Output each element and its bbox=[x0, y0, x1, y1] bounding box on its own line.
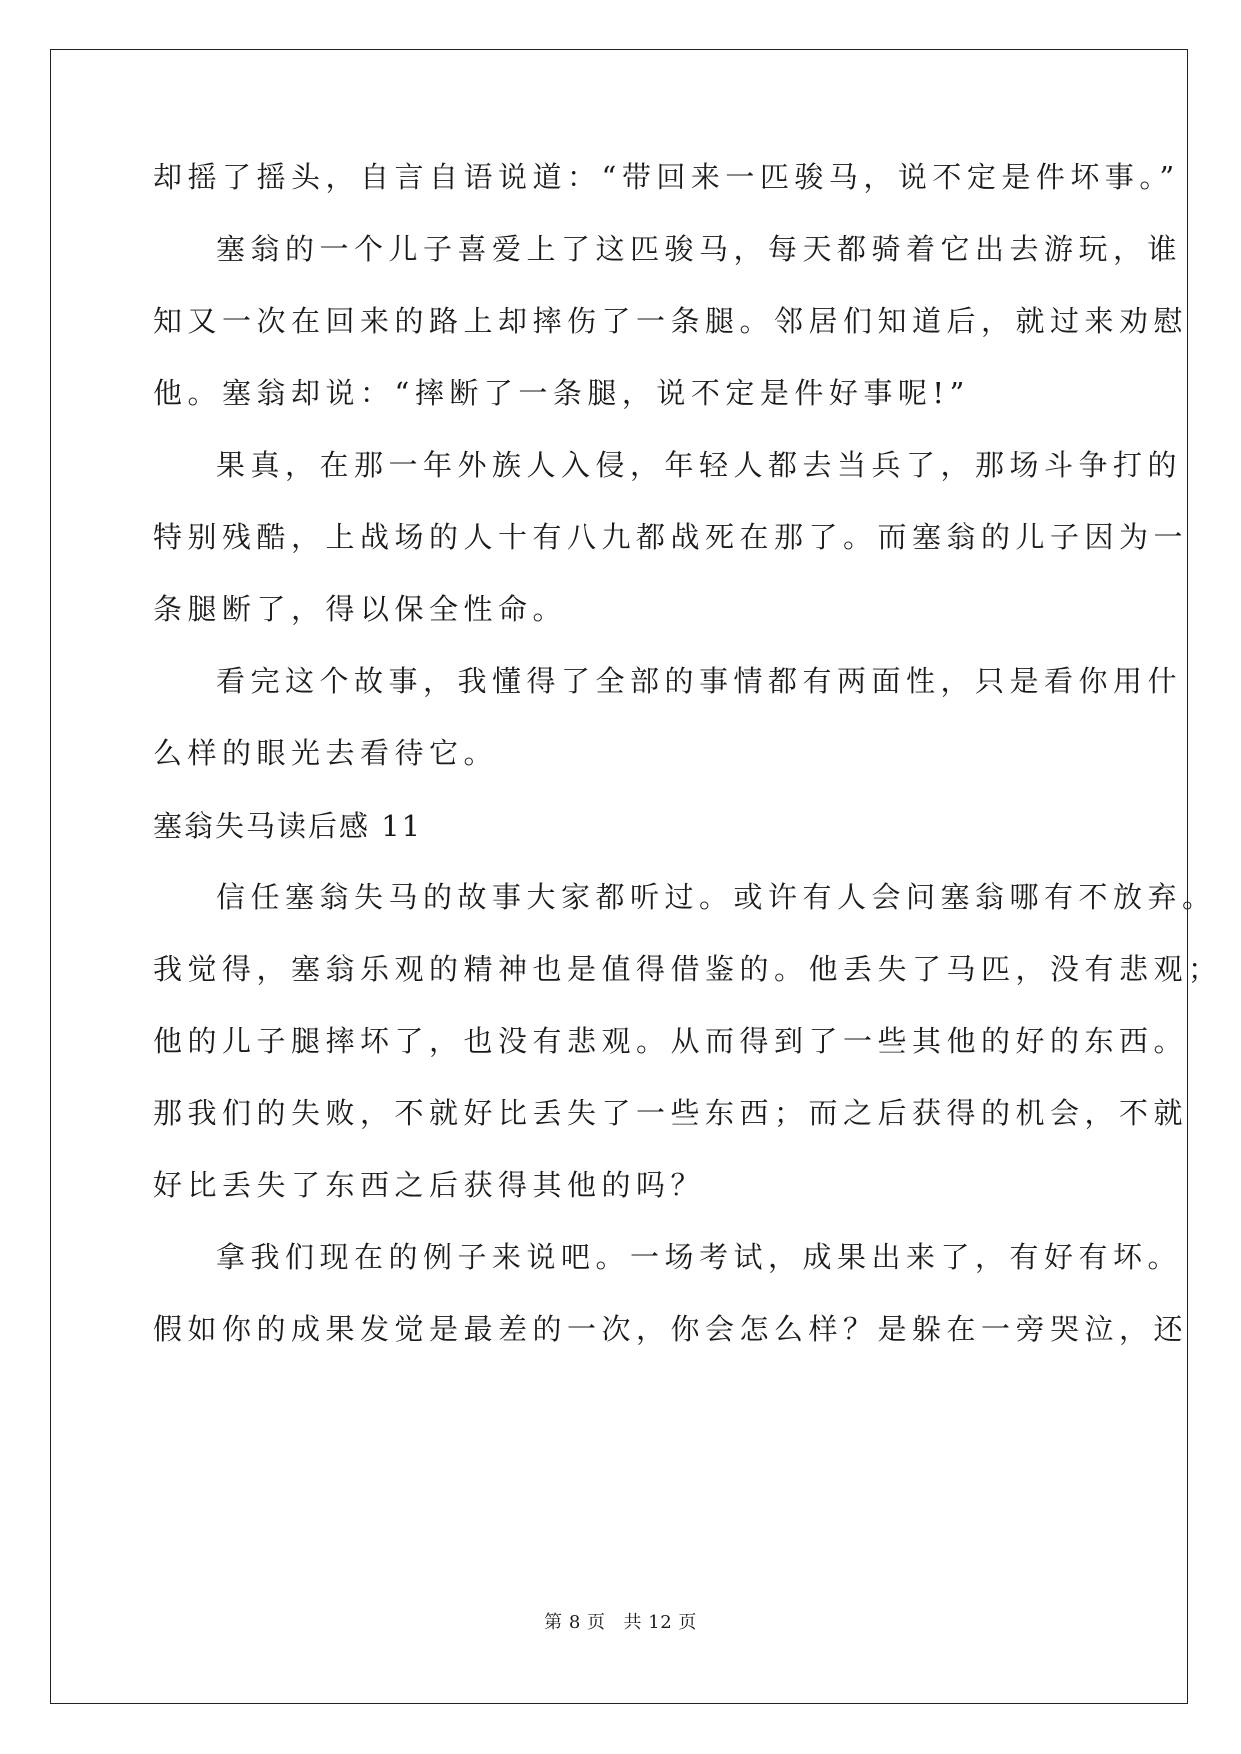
text-line: 看完这个故事，我懂得了全部的事情都有两面性，只是看你用什 bbox=[216, 664, 1183, 698]
text-line: 知又一次在回来的路上却摔伤了一条腿。邻居们知道后，就过来劝慰 bbox=[153, 304, 1189, 338]
text-line: 塞翁的一个儿子喜爱上了这匹骏马，每天都骑着它出去游玩，谁 bbox=[216, 232, 1183, 266]
text-line: 好比丢失了东西之后获得其他的吗？ bbox=[153, 1168, 706, 1202]
text-line: 特别残酷，上战场的人十有八九都战死在那了。而塞翁的儿子因为一 bbox=[153, 520, 1189, 554]
text-line: 那我们的失败，不就好比丢失了一些东西；而之后获得的机会，不就 bbox=[153, 1096, 1189, 1130]
text-line: 假如你的成果发觉是最差的一次，你会怎么样？是躲在一旁哭泣，还 bbox=[153, 1312, 1189, 1346]
text-line: 他的儿子腿摔坏了，也没有悲观。从而得到了一些其他的好的东西。 bbox=[153, 1024, 1189, 1058]
page-footer bbox=[0, 1611, 1241, 1635]
page-number: 第 8 页 bbox=[544, 1612, 606, 1633]
text-line: 条腿断了，得以保全性命。 bbox=[153, 592, 568, 626]
text-line: 信任塞翁失马的故事大家都听过。或许有人会问塞翁哪有不放弃。 bbox=[216, 880, 1217, 914]
text-line: 么样的眼光去看待它。 bbox=[153, 736, 499, 770]
text-line: 却摇了摇头，自言自语说道：“带回来一匹骏马，说不定是件坏事。” bbox=[153, 160, 1180, 194]
text-line: 果真，在那一年外族人入侵，年轻人都去当兵了，那场斗争打的 bbox=[216, 448, 1183, 482]
text-line: 我觉得，塞翁乐观的精神也是值得借鉴的。他丢失了马匹，没有悲观； bbox=[153, 952, 1223, 986]
page-total: 共 12 页 bbox=[623, 1612, 697, 1633]
section-heading: 塞翁失马读后感 11 bbox=[153, 809, 423, 843]
text-line: 拿我们现在的例子来说吧。一场考试，成果出来了，有好有坏。 bbox=[216, 1240, 1183, 1274]
text-line: 他。塞翁却说：“摔断了一条腿，说不定是件好事呢!” bbox=[153, 376, 970, 410]
